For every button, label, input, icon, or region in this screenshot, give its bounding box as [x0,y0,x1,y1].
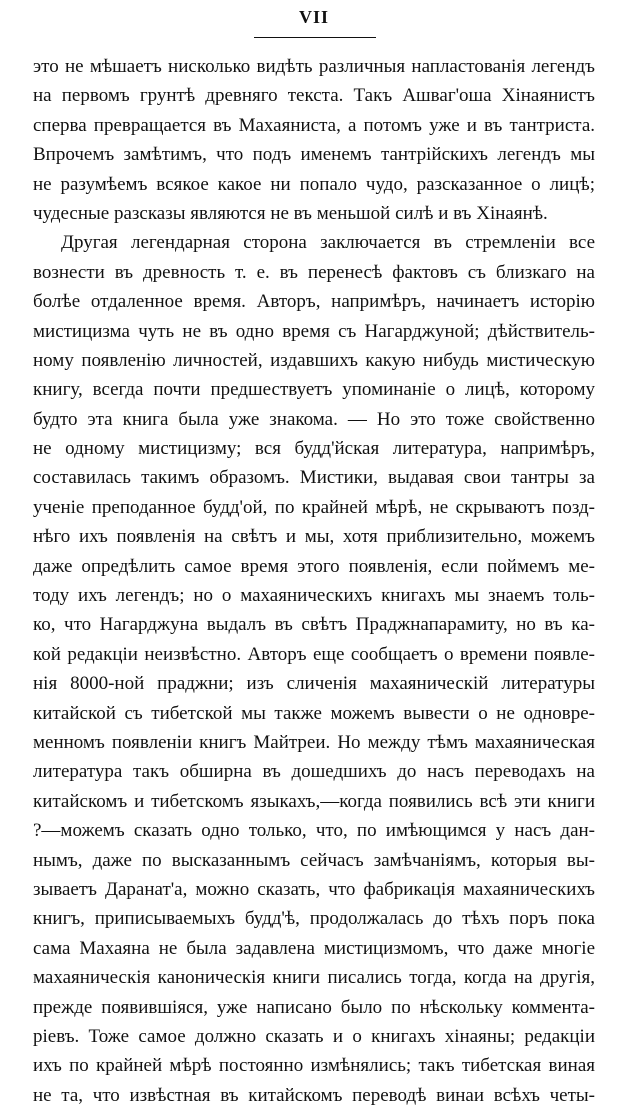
text-line: ко, что Нагарджуна выдалъ въ свѣтъ Праджнапарамиту, но въ ка- [33,614,595,636]
page-number: VII [298,7,329,27]
text-line: ?—можемъ сказать одно только, что, по имѣющимся у насъ дан- [33,820,595,842]
text-line: болѣе отдаленное время. Авторъ, напримѣръ, начинаетъ исторію [33,291,595,313]
text-line: составилась такимъ образомъ. Мистики, выдавая свои тантры за [33,467,595,489]
text-line: китайской съ тибетской мы также можемъ вывести о не одновре- [33,702,595,724]
text-line: Впрочемъ замѣтимъ, что подъ именемъ тантрійскихъ легендъ мы [33,144,595,166]
text-line: зываетъ Даранат'а, можно сказать, что фабрикація махаяническихъ [33,878,595,900]
text-line: китайскомъ и тибетскомъ языкахъ,—когда появились всѣ эти книги [33,790,595,812]
text-line: ученіе преподанное будд'ой, по крайней мѣрѣ, не скрываютъ позд- [33,496,595,518]
text-line: не та, что извѣстная въ китайскомъ переводѣ винаи всѣхъ четы- [33,1084,595,1106]
text-line: литература такъ обширна въ дошедшихъ до насъ переводахъ на [33,761,595,783]
text-line: на первомъ грунтѣ древняго текста. Такъ Ашваг'оша Хінаянистъ [33,85,595,107]
text-line: вознести въ древность т. е. въ перенесѣ фактовъ съ близкаго на [33,261,595,283]
text-line: махаяническія каноническія книги писались тогда, когда на другія, [33,967,595,989]
text-line: кой редакціи неизвѣстно. Авторъ еще сообщаетъ о времени появле- [33,643,595,665]
header-rule [254,37,376,38]
text-line: книгу, всегда почти предшествуетъ упоминаніе о лицѣ, которому [33,379,595,401]
text-line: менномъ появленіи книгъ Майтреи. Но между тѣмъ махаяническая [33,731,595,753]
text-line: это не мѣшаетъ нисколько видѣть различныя напластованія легендъ [33,56,595,77]
text-line: тоду ихъ легендъ; но о махаяническихъ книгахъ мы знаемъ толь- [33,585,595,607]
text-line: нымъ, даже по высказаннымъ сейчасъ замѣчаніямъ, которыя вы- [33,849,595,871]
text-line: даже опредѣлить самое время этого появленія, если поймемъ ме- [33,555,595,577]
text-line: книгъ, приписываемыхъ будд'ѣ, продолжалась до тѣхъ поръ пока [33,908,595,930]
text-line: ихъ по крайней мѣрѣ постоянно измѣнялись; такъ тибетская виная [33,1055,595,1077]
text-line: нѣго ихъ появленія на свѣтъ и мы, хотя приблизительно, можемъ [33,526,595,548]
text-line: ріевъ. Тоже самое должно сказать и о книгахъ хінаяны; редакціи [33,1025,595,1047]
text-line: ному появленію личностей, издавшихъ какую нибудь мистическую [33,349,595,371]
text-line: не разумѣемъ всякое какое ни попало чудо, разсказанное о лицѣ; [33,173,595,195]
text-line: сперва превращается въ Махаяниста, а потомъ уже и въ тантриста. [33,114,595,136]
text-line: чудесные разсказы являются не въ меньшой силѣ и въ Хінаянѣ. [33,202,548,224]
text-line: будто эта книга была уже знакома. — Но это тоже свойственно [33,408,595,430]
text-line: мистицизма чуть не въ одно время съ Нагарджуной; дѣйствитель- [33,320,595,342]
text-line: прежде появившіяся, уже написано было по нѣскольку коммента- [33,996,595,1018]
text-line: сама Махаяна не была задавлена мистицизмомъ, что даже многіе [33,937,595,959]
body-text [33,52,595,1110]
text-line: нія 8000-ной праджни; изъ сличенія махаяническій литературы [33,673,595,695]
text-line: не одному мистицизму; вся будд'йская литература, напримѣръ, [33,438,595,460]
paragraph-start-line: Другая легендарная сторона заключается въ стремленіи все [61,232,595,254]
